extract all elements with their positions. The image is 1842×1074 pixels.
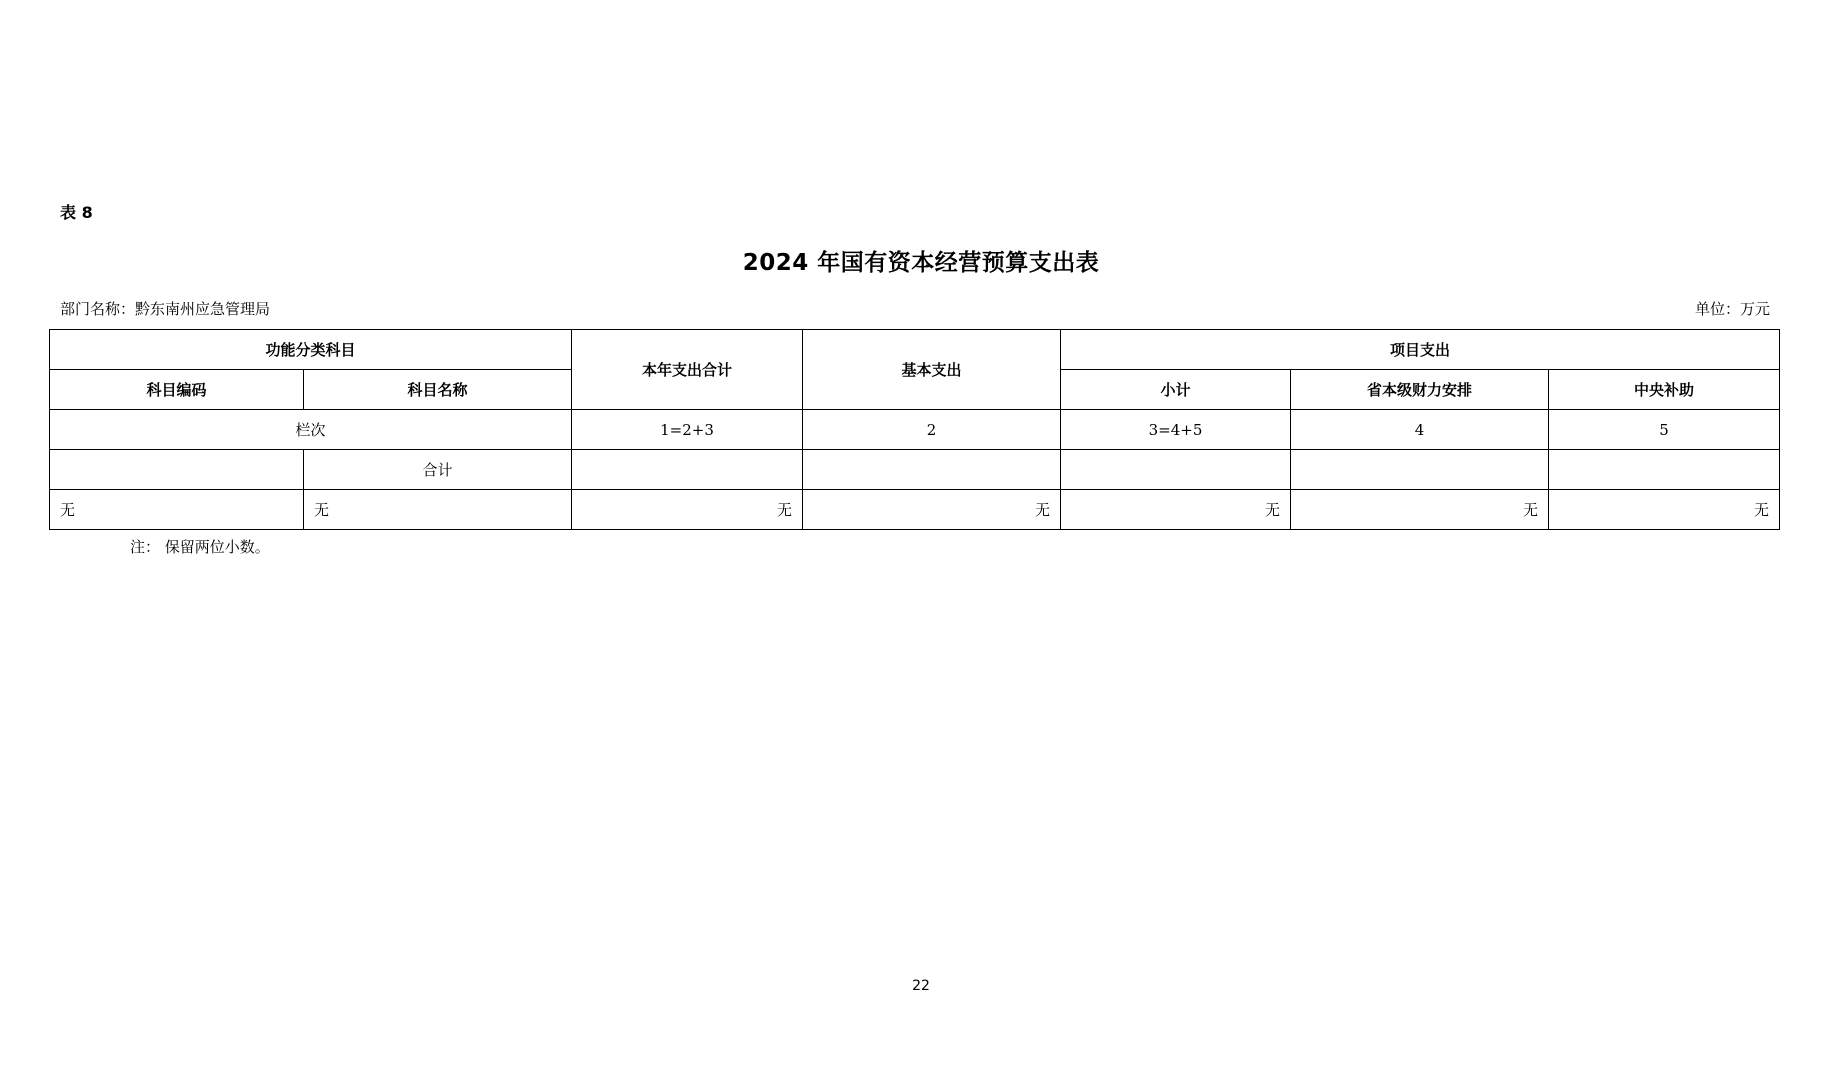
sum-basic xyxy=(803,450,1061,490)
index-label: 栏次 xyxy=(50,410,572,450)
row-central: 无 xyxy=(1549,490,1780,530)
index-subtotal: 3=4+5 xyxy=(1061,410,1291,450)
row-total: 无 xyxy=(572,490,803,530)
index-basic: 2 xyxy=(803,410,1061,450)
header-subject-code: 科目编码 xyxy=(50,370,304,410)
index-provincial: 4 xyxy=(1291,410,1549,450)
sum-code xyxy=(50,450,304,490)
unit-label: 单位：万元 xyxy=(1694,300,1770,318)
sum-row xyxy=(50,450,1780,490)
table-number: 表 8 xyxy=(60,203,93,222)
header-total-expenditure: 本年支出合计 xyxy=(572,330,803,410)
header-function-category: 功能分类科目 xyxy=(50,330,572,370)
row-subtotal: 无 xyxy=(1061,490,1291,530)
header-row-1 xyxy=(50,330,1780,370)
row-name: 无 xyxy=(304,490,572,530)
sum-central xyxy=(1549,450,1780,490)
header-subject-name: 科目名称 xyxy=(304,370,572,410)
index-total: 1=2+3 xyxy=(572,410,803,450)
header-basic-expenditure: 基本支出 xyxy=(803,330,1061,410)
row-code: 无 xyxy=(50,490,304,530)
row-basic: 无 xyxy=(803,490,1061,530)
row-provincial: 无 xyxy=(1291,490,1549,530)
budget-expenditure-table xyxy=(49,329,1780,530)
header-central-subsidy: 中央补助 xyxy=(1549,370,1780,410)
table-row xyxy=(50,490,1780,530)
sum-subtotal xyxy=(1061,450,1291,490)
index-central: 5 xyxy=(1549,410,1780,450)
department-name: 部门名称：黔东南州应急管理局 xyxy=(60,300,271,318)
header-project-expenditure: 项目支出 xyxy=(1061,330,1780,370)
sum-provincial xyxy=(1291,450,1549,490)
index-row xyxy=(50,410,1780,450)
header-provincial-funds: 省本级财力安排 xyxy=(1291,370,1549,410)
page-title: 2024 年国有资本经营预算支出表 xyxy=(742,250,1100,276)
sum-label: 合计 xyxy=(304,450,572,490)
sum-total xyxy=(572,450,803,490)
page-number: 22 xyxy=(912,978,930,994)
header-subtotal: 小计 xyxy=(1061,370,1291,410)
table-note: 注： 保留两位小数。 xyxy=(130,538,270,556)
